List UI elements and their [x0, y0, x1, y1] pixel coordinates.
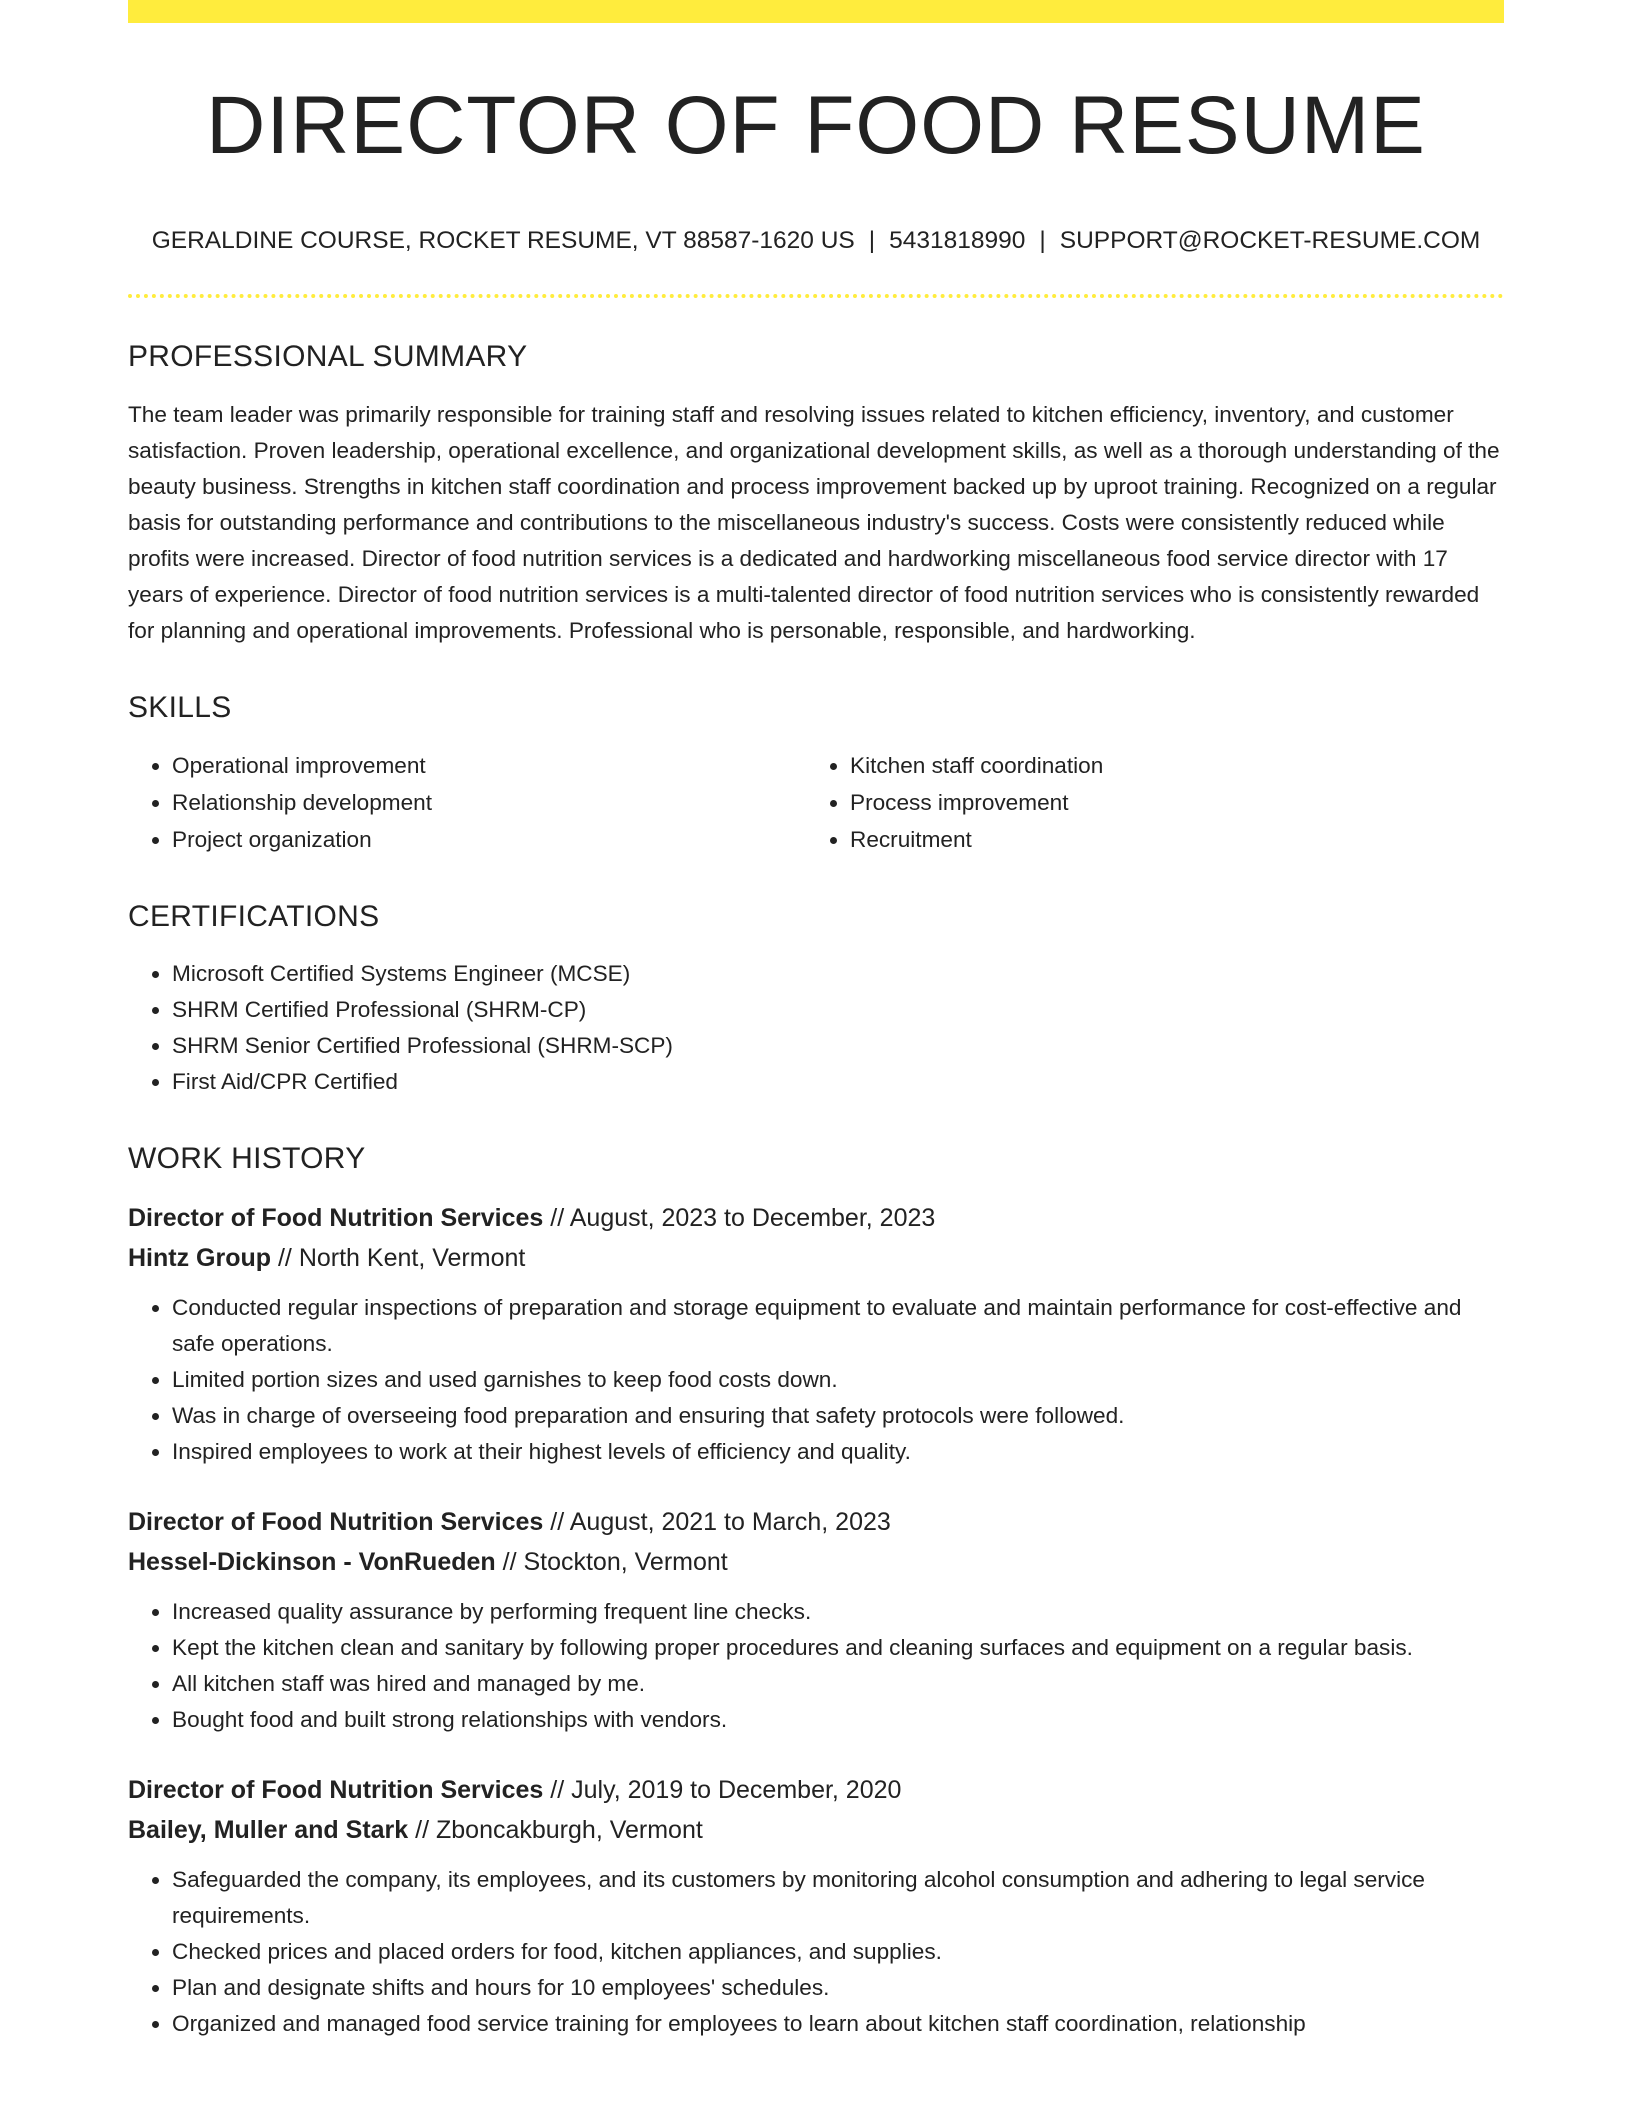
job-company-line [128, 1810, 1504, 1850]
job-title: Director of Food Nutrition Services [128, 1507, 544, 1536]
job-dates: // July, 2019 to December, 2020 [543, 1775, 902, 1804]
job-entry [128, 1770, 1504, 2042]
skills-column-right [806, 747, 1484, 858]
dotted-divider [128, 294, 1504, 298]
job-company: Bailey, Muller and Stark [128, 1815, 409, 1844]
skill-item: • Process improvement [850, 784, 1484, 821]
job-title-line [128, 1502, 1504, 1542]
contact-line [128, 229, 1504, 254]
job-company-line [128, 1238, 1504, 1278]
job-company: Hintz Group [128, 1243, 272, 1272]
job-title-line [128, 1770, 1504, 1810]
skill-item: • Operational improvement [172, 747, 806, 784]
job-bullet: • All kitchen staff was hired and managed by me. [172, 1666, 1504, 1702]
job-bullet: • Limited portion sizes and used garnishes to keep food costs down. [172, 1362, 1504, 1398]
job-bullet: • Kept the kitchen clean and sanitary by following proper procedures and cleaning surfaces and equipment on a regular basis. [172, 1630, 1504, 1666]
job-bullet-list [128, 1862, 1504, 2042]
job-bullet: • Safeguarded the company, its employees, and its customers by monitoring alcohol consumption and adhering to legal service requirements. [172, 1862, 1504, 1934]
job-bullet: • Conducted regular inspections of preparation and storage equipment to evaluate and maintain performance for cost-effective and safe operations. [172, 1290, 1504, 1362]
certification-item: • SHRM Senior Certified Professional (SHRM-SCP) [172, 1028, 1504, 1064]
job-bullet: • Plan and designate shifts and hours for 10 employees' schedules. [172, 1970, 1504, 2006]
summary-text: The team leader was primarily responsible for training staff and resolving issues related to kitchen efficiency, inventory, and customer satisfaction. Proven leadership, operational excellence, and organizational development skills, as well as a thorough understanding of the beauty business. Strengths in kitchen staff coordination and process improvement backed up by uproot training. Recognized on a regular basis for outstanding performance and contributions to the miscellaneous industry's success. Costs were consistently reduced while profits were increased. Director of food nutrition services is a dedicated and hardworking miscellaneous food service director with 17 years of experience. Director of food nutrition services is a multi-talented director of food nutrition services who is consistently rewarded for planning and operational improvements. Professional who is personable, responsible, and hardworking. [128, 401, 1500, 643]
skills-grid [128, 747, 1504, 858]
job-title: Director of Food Nutrition Services [128, 1775, 544, 1804]
job-company: Hessel-Dickinson - VonRueden [128, 1547, 496, 1576]
job-bullet: • Checked prices and placed orders for food, kitchen appliances, and supplies. [172, 1934, 1504, 1970]
job-bullet-list [128, 1290, 1504, 1470]
contact-address: GERALDINE COURSE, ROCKET RESUME, VT 88587-1620 US [151, 227, 855, 254]
certifications-list [128, 956, 1504, 1100]
skill-item: • Relationship development [172, 784, 806, 821]
contact-separator: | [1039, 227, 1046, 254]
work-history-heading: WORK HISTORY [128, 1141, 366, 1175]
job-entry [128, 1502, 1504, 1738]
job-dates: // August, 2023 to December, 2023 [543, 1203, 936, 1232]
skills-heading: SKILLS [128, 690, 232, 724]
job-bullet: • Inspired employees to work at their highest levels of efficiency and quality. [172, 1434, 1504, 1470]
certification-item: • SHRM Certified Professional (SHRM-CP) [172, 992, 1504, 1028]
job-title: Director of Food Nutrition Services [128, 1203, 544, 1232]
skill-item: • Recruitment [850, 821, 1484, 858]
certification-item: • Microsoft Certified Systems Engineer (MCSE) [172, 956, 1504, 992]
contact-email: SUPPORT@ROCKET-RESUME.COM [1059, 227, 1481, 254]
contact-phone: 5431818990 [889, 227, 1026, 254]
certification-item: • First Aid/CPR Certified [172, 1064, 1504, 1100]
skill-item: • Project organization [172, 821, 806, 858]
summary-heading: PROFESSIONAL SUMMARY [128, 339, 528, 373]
job-location: // Zboncakburgh, Vermont [408, 1815, 703, 1844]
top-accent-bar [128, 0, 1504, 23]
job-bullet: • Was in charge of overseeing food preparation and ensuring that safety protocols were followed. [172, 1398, 1504, 1434]
certifications-heading: CERTIFICATIONS [128, 899, 380, 933]
job-title-line [128, 1198, 1504, 1238]
job-entry [128, 1198, 1504, 1470]
job-bullet: • Increased quality assurance by performing frequent line checks. [172, 1594, 1504, 1630]
job-location: // North Kent, Vermont [271, 1243, 526, 1272]
skill-item: • Kitchen staff coordination [850, 747, 1484, 784]
job-location: // Stockton, Vermont [495, 1547, 728, 1576]
job-bullet-list [128, 1594, 1504, 1738]
job-dates: // August, 2021 to March, 2023 [543, 1507, 891, 1536]
skills-column-left [128, 747, 806, 858]
resume-title: DIRECTOR OF FOOD RESUME [206, 80, 1426, 171]
job-company-line [128, 1542, 1504, 1582]
contact-separator: | [868, 227, 876, 254]
job-bullet: • Bought food and built strong relationships with vendors. [172, 1702, 1504, 1738]
resume-page [128, 0, 1504, 2112]
job-bullet: • Organized and managed food service training for employees to learn about kitchen staff coordination, relationship [172, 2006, 1504, 2042]
